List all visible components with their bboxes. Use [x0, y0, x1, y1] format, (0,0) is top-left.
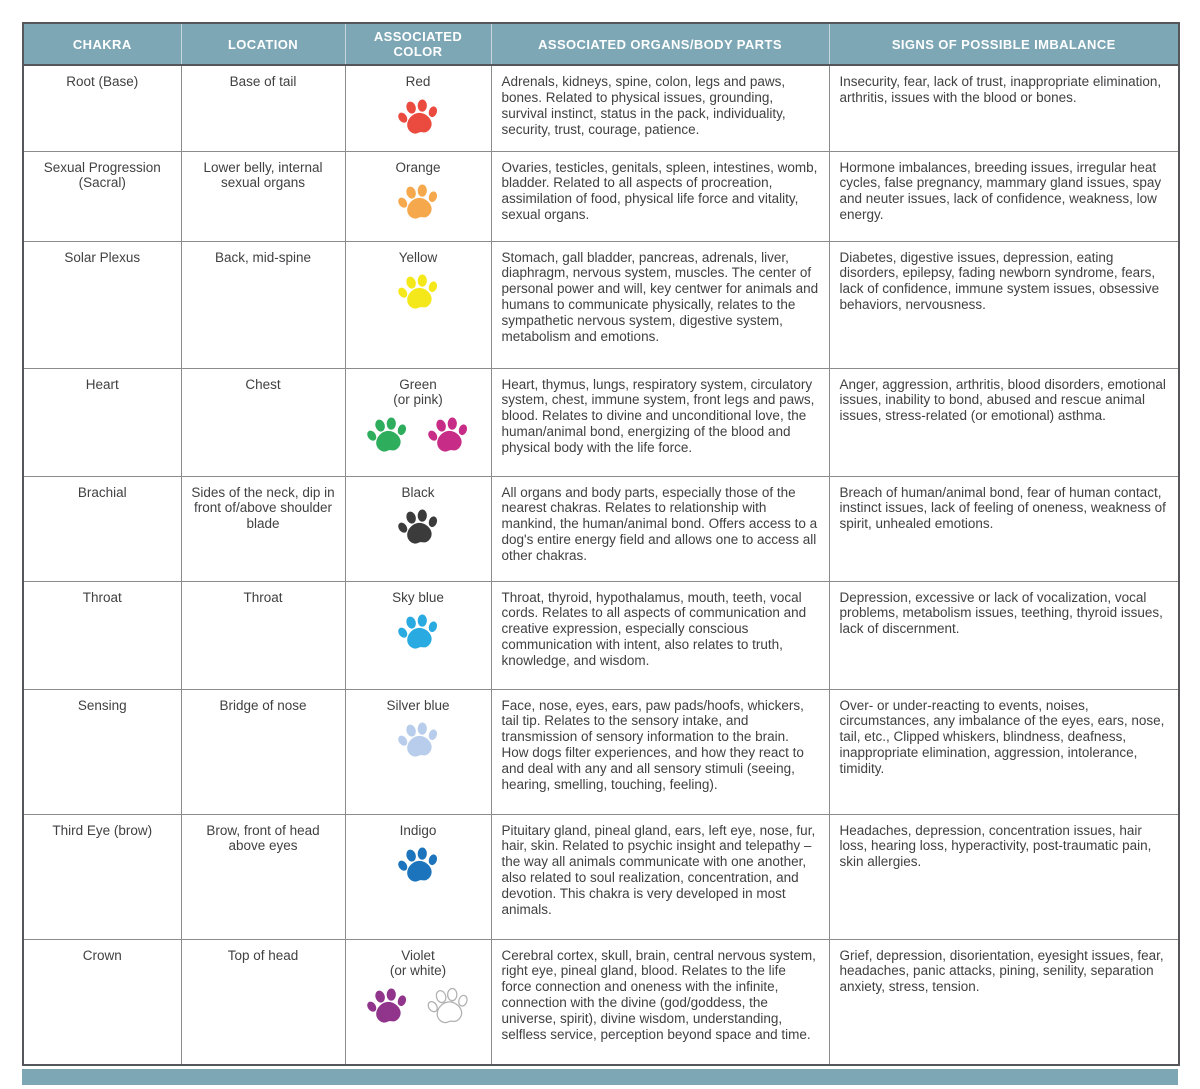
table-row — [23, 476, 1179, 581]
violet-paw-icon — [362, 983, 412, 1031]
black-paw-icon — [393, 504, 443, 552]
pink-paw-icon — [423, 412, 473, 460]
chakra-location: Sides of the neck, dip in front of/above shoulder blade — [181, 476, 345, 581]
imbalance-signs: Grief, depression, disorientation, eyesight issues, fear, headaches, panic attacks, pining, senility, separation anxiety, stress, tension. — [829, 939, 1179, 1065]
associated-organs: Cerebral cortex, skull, brain, central nervous system, right eye, pineal gland, blood. Relates to the life force connection and oneness with the infinite, connection with the divine (god/goddess, the universe, spirit), divine wisdom, understanding, selfless service, perception beyond space and time. — [491, 939, 829, 1065]
imbalance-signs: Breach of human/animal bond, fear of human contact, instinct issues, lack of feeling of oneness, weakness of spirit, unhealed emotions. — [829, 476, 1179, 581]
table-row — [23, 939, 1179, 1065]
associated-organs: Adrenals, kidneys, spine, colon, legs and paws, bones. Related to physical issues, grounding, survival instinct, status in the pack, individuality, security, trust, courage, patience. — [491, 65, 829, 151]
chakra-location: Throat — [181, 581, 345, 689]
imbalance-signs: Headaches, depression, concentration issues, hair loss, hearing loss, hyperactivity, post-traumatic pain, skin allergies. — [829, 814, 1179, 939]
paw-icons — [355, 415, 482, 457]
table-row — [23, 151, 1179, 241]
chakra-name: Brachial — [23, 476, 181, 581]
color-qualifier: (or white) — [389, 963, 447, 979]
associated-organs: Face, nose, eyes, ears, paw pads/hoofs, whickers, tail tip. Relates to the sensory intake, and transmission of sensory information to the brain. How dogs filter experiences, and how they react to and deal with any and all sensory stimuli (seeing, hearing, smelling, touching, feeling). — [491, 689, 829, 814]
color-name: Indigo — [399, 822, 437, 838]
paw-icons — [355, 97, 482, 139]
associated-color-cell — [345, 814, 491, 939]
paw-icons — [355, 612, 482, 654]
dog-chakra-table — [22, 22, 1180, 1066]
chakra-name: Sexual Progression (Sacral) — [23, 151, 181, 241]
associated-color-cell — [345, 65, 491, 151]
associated-organs: Heart, thymus, lungs, respiratory system, circulatory system, chest, immune system, front legs and paws, blood. Relates to divine and unconditional love, the human/animal bond, energizing of the blood and physical body with the life force. — [491, 368, 829, 476]
color-name: Yellow — [398, 249, 438, 265]
chakra-location: Top of head — [181, 939, 345, 1065]
associated-color-cell — [345, 581, 491, 689]
associated-organs: Throat, thyroid, hypothalamus, mouth, teeth, vocal cords. Relates to all aspects of communication and creative expression, especially conscious communication with intent, also relates to truth, knowledge, and wisdom. — [491, 581, 829, 689]
associated-color-cell — [345, 368, 491, 476]
color-name: Red — [405, 74, 431, 89]
chakra-location: Chest — [181, 368, 345, 476]
associated-color-cell — [345, 241, 491, 368]
associated-organs: All organs and body parts, especially those of the nearest chakras. Relates to relationship with mankind, the human/animal bond. Offers access to a dog's entire energy field and allows one to access all other chakras. — [491, 476, 829, 581]
silver-blue-paw-icon — [393, 717, 443, 765]
associated-organs: Ovaries, testicles, genitals, spleen, intestines, womb, bladder. Related to all aspects of procreation, assimilation of food, physical life force and vitality, sexual organs. — [491, 151, 829, 241]
color-name: Silver blue — [386, 697, 450, 713]
chakra-location: Bridge of nose — [181, 689, 345, 814]
chakra-location: Base of tail — [181, 65, 345, 151]
associated-organs: Pituitary gland, pineal gland, ears, left eye, nose, fur, hair, skin. Related to psychic insight and telepathy – the way all animals communicate with one another, also related to soul realization, concentration, and devotion. This chakra is very developed in most animals. — [491, 814, 829, 939]
chakra-location: Lower belly, internal sexual organs — [181, 151, 345, 241]
imbalance-signs: Insecurity, fear, lack of trust, inappropriate elimination, arthritis, issues with the blood or bones. — [829, 65, 1179, 151]
column-header-chakra: CHAKRA — [23, 23, 181, 65]
green-paw-icon — [362, 412, 412, 460]
table-row — [23, 241, 1179, 368]
column-header-location: LOCATION — [181, 23, 345, 65]
color-qualifier: (or pink) — [393, 392, 443, 408]
imbalance-signs: Over- or under-reacting to events, noises, circumstances, any imbalance of the eyes, ears, nose, tail, etc., Clipped whiskers, blindness, deafness, inappropriate elimination, aggression, intolerance, timidity. — [829, 689, 1179, 814]
table-footer-bar — [22, 1069, 1178, 1085]
associated-color-cell — [345, 151, 491, 241]
yellow-paw-icon — [393, 269, 443, 317]
chakra-location: Brow, front of head above eyes — [181, 814, 345, 939]
associated-organs: Stomach, gall bladder, pancreas, adrenals, liver, diaphragm, nervous system, muscles. The center of personal power and will, key centwer for animals and humans to communicate physically, relates to the sympathetic nervous system, digestive system, metabolism and emotions. — [491, 241, 829, 368]
table-row — [23, 581, 1179, 689]
column-header-signs-of-possible-imbalance: SIGNS OF POSSIBLE IMBALANCE — [829, 23, 1179, 65]
imbalance-signs: Anger, aggression, arthritis, blood disorders, emotional issues, inability to bond, abused and rescue animal issues, stress-related (or emotional) asthma. — [829, 368, 1179, 476]
imbalance-signs: Depression, excessive or lack of vocalization, vocal problems, metabolism issues, teething, thyroid issues, lack of discernment. — [829, 581, 1179, 689]
red-paw-icon — [393, 94, 443, 142]
chakra-name: Heart — [23, 368, 181, 476]
white-paw-icon — [423, 983, 473, 1031]
paw-icons — [355, 720, 482, 762]
color-name: Violet — [401, 947, 435, 963]
indigo-paw-icon — [393, 842, 443, 890]
associated-color-cell — [345, 939, 491, 1065]
associated-color-cell — [345, 689, 491, 814]
table-row — [23, 814, 1179, 939]
paw-icons — [355, 507, 482, 549]
chakra-name: Third Eye (brow) — [23, 814, 181, 939]
chakra-location: Back, mid-spine — [181, 241, 345, 368]
associated-color-cell — [345, 476, 491, 581]
color-name: Orange — [395, 159, 441, 175]
table-body — [23, 65, 1179, 1065]
sky-blue-paw-icon — [393, 609, 443, 657]
chakra-name: Throat — [23, 581, 181, 689]
table-row — [23, 65, 1179, 151]
imbalance-signs: Diabetes, digestive issues, depression, eating disorders, epilepsy, fading newborn syndrome, fears, lack of confidence, immune system issues, obsessive behaviors, nervousness. — [829, 241, 1179, 368]
table-row — [23, 368, 1179, 476]
column-header-associated-organs-body-parts: ASSOCIATED ORGANS/BODY PARTS — [491, 23, 829, 65]
table-header — [23, 23, 1179, 65]
color-name: Green — [399, 376, 437, 392]
header-row — [23, 23, 1179, 65]
paw-icons — [355, 272, 482, 314]
chakra-name: Root (Base) — [23, 65, 181, 151]
table-row — [23, 689, 1179, 814]
paw-icons — [355, 986, 482, 1028]
paw-icons — [355, 182, 482, 224]
orange-paw-icon — [393, 179, 443, 227]
column-header-associated-color: ASSOCIATED COLOR — [345, 23, 491, 65]
paw-icons — [355, 845, 482, 887]
chakra-name: Crown — [23, 939, 181, 1065]
color-name: Sky blue — [392, 589, 444, 605]
chakra-name: Sensing — [23, 689, 181, 814]
color-name: Black — [401, 484, 435, 500]
imbalance-signs: Hormone imbalances, breeding issues, irregular heat cycles, false pregnancy, mammary gland issues, spay and neuter issues, lack of confidence, weakness, low energy. — [829, 151, 1179, 241]
chakra-name: Solar Plexus — [23, 241, 181, 368]
